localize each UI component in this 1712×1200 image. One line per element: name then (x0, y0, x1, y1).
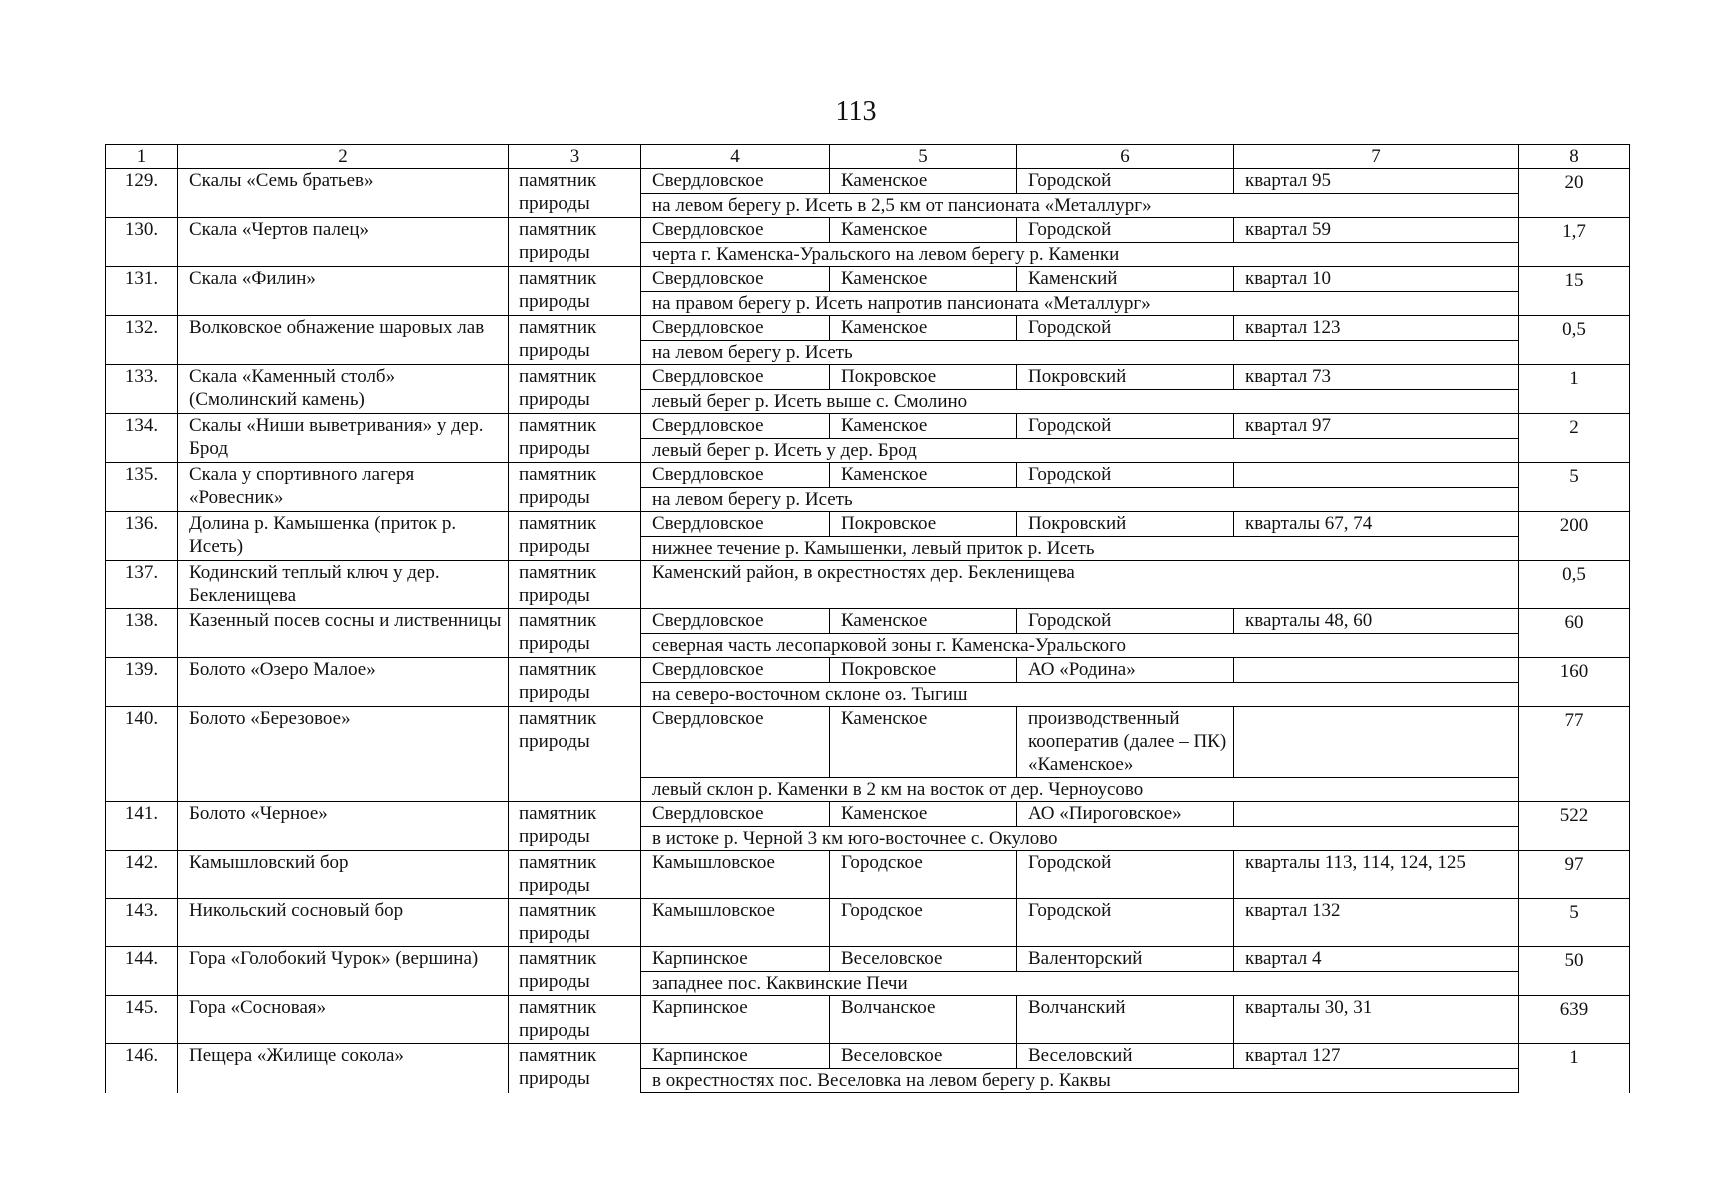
object-type: памятник природы (509, 169, 641, 218)
region-cell: Свердловское (641, 609, 830, 634)
location-description: левый берег р. Исеть у дер. Брод (641, 439, 1519, 463)
forestry-cell: Каменское (830, 267, 1017, 292)
row-number: 140. (106, 707, 178, 802)
region-cell: Свердловское (641, 316, 830, 341)
header-row (106, 145, 1630, 169)
quarter-cell: квартал 132 (1234, 899, 1519, 947)
region-cell: Свердловское (641, 365, 830, 390)
column-header: 4 (641, 145, 830, 169)
protected-areas-table (105, 144, 1630, 1093)
table-row (106, 609, 1630, 634)
table-row (106, 658, 1630, 683)
table-row (106, 512, 1630, 537)
row-number: 135. (106, 463, 178, 512)
page-number: 113 (835, 96, 877, 127)
object-name: Никольский сосновый бор (178, 899, 509, 947)
district-cell: АО «Пироговское» (1017, 802, 1234, 827)
table-row (106, 267, 1630, 292)
region-cell: Свердловское (641, 169, 830, 194)
area-cell: 97 (1519, 851, 1630, 899)
column-header: 8 (1519, 145, 1630, 169)
table-row (106, 851, 1630, 899)
location-description: левый склон р. Каменки в 2 км на восток от дер. Черноусово (641, 778, 1519, 802)
region-cell: Свердловское (641, 414, 830, 439)
district-cell: Городской (1017, 609, 1234, 634)
district-cell: Волчанский (1017, 996, 1234, 1044)
quarter-cell (1234, 802, 1519, 827)
region-cell: Свердловское (641, 512, 830, 537)
district-cell: Городской (1017, 218, 1234, 243)
region-cell: Свердловское (641, 707, 830, 778)
quarter-cell: квартал 10 (1234, 267, 1519, 292)
column-header: 7 (1234, 145, 1519, 169)
location-combined: Каменский район, в окрестностях дер. Бекленищева (641, 561, 1519, 609)
table-row (106, 365, 1630, 390)
object-name: Болото «Озеро Малое» (178, 658, 509, 707)
forestry-cell: Каменское (830, 414, 1017, 439)
row-number: 138. (106, 609, 178, 658)
region-cell: Свердловское (641, 463, 830, 488)
forestry-cell: Городское (830, 899, 1017, 947)
table-row (106, 1044, 1630, 1069)
object-type: памятник природы (509, 316, 641, 365)
row-number: 145. (106, 996, 178, 1044)
quarter-cell: квартал 59 (1234, 218, 1519, 243)
quarter-cell (1234, 707, 1519, 778)
object-type: памятник природы (509, 512, 641, 561)
forestry-cell: Каменское (830, 802, 1017, 827)
region-cell: Карпинское (641, 1044, 830, 1069)
object-type: памятник природы (509, 1044, 641, 1093)
object-name: Болото «Черное» (178, 802, 509, 851)
object-type: памятник природы (509, 947, 641, 996)
object-name: Скалы «Семь братьев» (178, 169, 509, 218)
quarter-cell: квартал 123 (1234, 316, 1519, 341)
object-type: памятник природы (509, 463, 641, 512)
area-cell: 5 (1519, 899, 1630, 947)
quarter-cell: квартал 95 (1234, 169, 1519, 194)
object-type: памятник природы (509, 802, 641, 851)
location-description: северная часть лесопарковой зоны г. Каменска-Уральского (641, 634, 1519, 658)
area-cell: 50 (1519, 947, 1630, 996)
area-cell: 0,5 (1519, 316, 1630, 365)
forestry-cell: Каменское (830, 218, 1017, 243)
column-header: 6 (1017, 145, 1234, 169)
district-cell: Покровский (1017, 365, 1234, 390)
quarter-cell (1234, 463, 1519, 488)
row-number: 141. (106, 802, 178, 851)
location-description: на правом берегу р. Исеть напротив пансионата «Металлург» (641, 292, 1519, 316)
table-row (106, 561, 1630, 609)
district-cell: Городской (1017, 851, 1234, 899)
area-cell: 2 (1519, 414, 1630, 463)
district-cell: Городской (1017, 169, 1234, 194)
forestry-cell: Покровское (830, 365, 1017, 390)
object-type: памятник природы (509, 365, 641, 414)
area-cell: 200 (1519, 512, 1630, 561)
object-type: памятник природы (509, 218, 641, 267)
region-cell: Свердловское (641, 658, 830, 683)
area-cell: 1 (1519, 1044, 1630, 1093)
location-description: на левом берегу р. Исеть (641, 488, 1519, 512)
object-name: Скала «Чертов палец» (178, 218, 509, 267)
forestry-cell: Каменское (830, 316, 1017, 341)
district-cell: Городской (1017, 316, 1234, 341)
region-cell: Камышловское (641, 899, 830, 947)
location-description: на левом берегу р. Исеть (641, 341, 1519, 365)
row-number: 130. (106, 218, 178, 267)
district-cell: Городской (1017, 414, 1234, 439)
location-description: на левом берегу р. Исеть в 2,5 км от пансионата «Металлург» (641, 194, 1519, 218)
table-row (106, 316, 1630, 341)
area-cell: 0,5 (1519, 561, 1630, 609)
forestry-cell: Волчанское (830, 996, 1017, 1044)
object-type: памятник природы (509, 851, 641, 899)
location-description: левый берег р. Исеть выше с. Смолино (641, 390, 1519, 414)
object-type: памятник природы (509, 707, 641, 802)
area-cell: 639 (1519, 996, 1630, 1044)
table-row (106, 899, 1630, 947)
region-cell: Свердловское (641, 802, 830, 827)
area-cell: 160 (1519, 658, 1630, 707)
quarter-cell: квартал 127 (1234, 1044, 1519, 1069)
row-number: 137. (106, 561, 178, 609)
table-row (106, 707, 1630, 778)
object-type: памятник природы (509, 609, 641, 658)
forestry-cell: Каменское (830, 707, 1017, 778)
quarter-cell (1234, 658, 1519, 683)
district-cell: производственный кооператив (далее – ПК) «Каменское» (1017, 707, 1234, 778)
row-number: 143. (106, 899, 178, 947)
column-header: 5 (830, 145, 1017, 169)
quarter-cell: кварталы 67, 74 (1234, 512, 1519, 537)
row-number: 142. (106, 851, 178, 899)
district-cell: Городской (1017, 899, 1234, 947)
object-name: Скала у спортивного лагеря «Ровесник» (178, 463, 509, 512)
row-number: 144. (106, 947, 178, 996)
object-name: Болото «Березовое» (178, 707, 509, 802)
area-cell: 77 (1519, 707, 1630, 802)
area-cell: 1 (1519, 365, 1630, 414)
region-cell: Свердловское (641, 218, 830, 243)
forestry-cell: Веселовское (830, 1044, 1017, 1069)
district-cell: Валенторский (1017, 947, 1234, 972)
area-cell: 15 (1519, 267, 1630, 316)
district-cell: Каменский (1017, 267, 1234, 292)
table-row (106, 169, 1630, 194)
column-header: 3 (509, 145, 641, 169)
location-description: на северо-восточном склоне оз. Тыгиш (641, 683, 1519, 707)
area-cell: 5 (1519, 463, 1630, 512)
object-type: памятник природы (509, 414, 641, 463)
object-type: памятник природы (509, 899, 641, 947)
row-number: 132. (106, 316, 178, 365)
forestry-cell: Городское (830, 851, 1017, 899)
area-cell: 1,7 (1519, 218, 1630, 267)
object-type: памятник природы (509, 658, 641, 707)
location-description: в окрестностях пос. Веселовка на левом берегу р. Каквы (641, 1069, 1519, 1093)
row-number: 131. (106, 267, 178, 316)
object-name: Кодинский теплый ключ у дер. Бекленищева (178, 561, 509, 609)
object-name: Камышловский бор (178, 851, 509, 899)
row-number: 129. (106, 169, 178, 218)
table-row (106, 947, 1630, 972)
row-number: 136. (106, 512, 178, 561)
district-cell: Покровский (1017, 512, 1234, 537)
quarter-cell: кварталы 113, 114, 124, 125 (1234, 851, 1519, 899)
table-row (106, 218, 1630, 243)
table-body (106, 145, 1630, 1093)
forestry-cell: Покровское (830, 512, 1017, 537)
object-name: Гора «Голобокий Чурок» (вершина) (178, 947, 509, 996)
district-cell: Городской (1017, 463, 1234, 488)
object-type: памятник природы (509, 561, 641, 609)
district-cell: АО «Родина» (1017, 658, 1234, 683)
quarter-cell: квартал 73 (1234, 365, 1519, 390)
table-row (106, 463, 1630, 488)
row-number: 133. (106, 365, 178, 414)
region-cell: Камышловское (641, 851, 830, 899)
forestry-cell: Веселовское (830, 947, 1017, 972)
area-cell: 522 (1519, 802, 1630, 851)
row-number: 146. (106, 1044, 178, 1093)
region-cell: Карпинское (641, 947, 830, 972)
region-cell: Карпинское (641, 996, 830, 1044)
area-cell: 20 (1519, 169, 1630, 218)
location-description: в истоке р. Черной 3 км юго-восточнее с. Окулово (641, 827, 1519, 851)
forestry-cell: Каменское (830, 609, 1017, 634)
column-header: 2 (178, 145, 509, 169)
forestry-cell: Каменское (830, 169, 1017, 194)
row-number: 134. (106, 414, 178, 463)
object-name: Скала «Каменный столб» (Смолинский камень) (178, 365, 509, 414)
table-row (106, 996, 1630, 1044)
object-name: Долина р. Камышенка (приток р. Исеть) (178, 512, 509, 561)
object-type: памятник природы (509, 267, 641, 316)
forestry-cell: Каменское (830, 463, 1017, 488)
object-name: Пещера «Жилище сокола» (178, 1044, 509, 1093)
object-type: памятник природы (509, 996, 641, 1044)
quarter-cell: квартал 97 (1234, 414, 1519, 439)
object-name: Волковское обнажение шаровых лав (178, 316, 509, 365)
object-name: Скалы «Ниши выветривания» у дер. Брод (178, 414, 509, 463)
object-name: Гора «Сосновая» (178, 996, 509, 1044)
quarter-cell: кварталы 30, 31 (1234, 996, 1519, 1044)
table-row (106, 802, 1630, 827)
region-cell: Свердловское (641, 267, 830, 292)
table-row (106, 414, 1630, 439)
column-header: 1 (106, 145, 178, 169)
object-name: Казенный посев сосны и лиственницы (178, 609, 509, 658)
quarter-cell: квартал 4 (1234, 947, 1519, 972)
location-description: западнее пос. Каквинские Печи (641, 972, 1519, 996)
location-description: черта г. Каменска-Уральского на левом берегу р. Каменки (641, 243, 1519, 267)
row-number: 139. (106, 658, 178, 707)
area-cell: 60 (1519, 609, 1630, 658)
district-cell: Веселовский (1017, 1044, 1234, 1069)
location-description: нижнее течение р. Камышенки, левый приток р. Исеть (641, 537, 1519, 561)
object-name: Скала «Филин» (178, 267, 509, 316)
quarter-cell: кварталы 48, 60 (1234, 609, 1519, 634)
forestry-cell: Покровское (830, 658, 1017, 683)
